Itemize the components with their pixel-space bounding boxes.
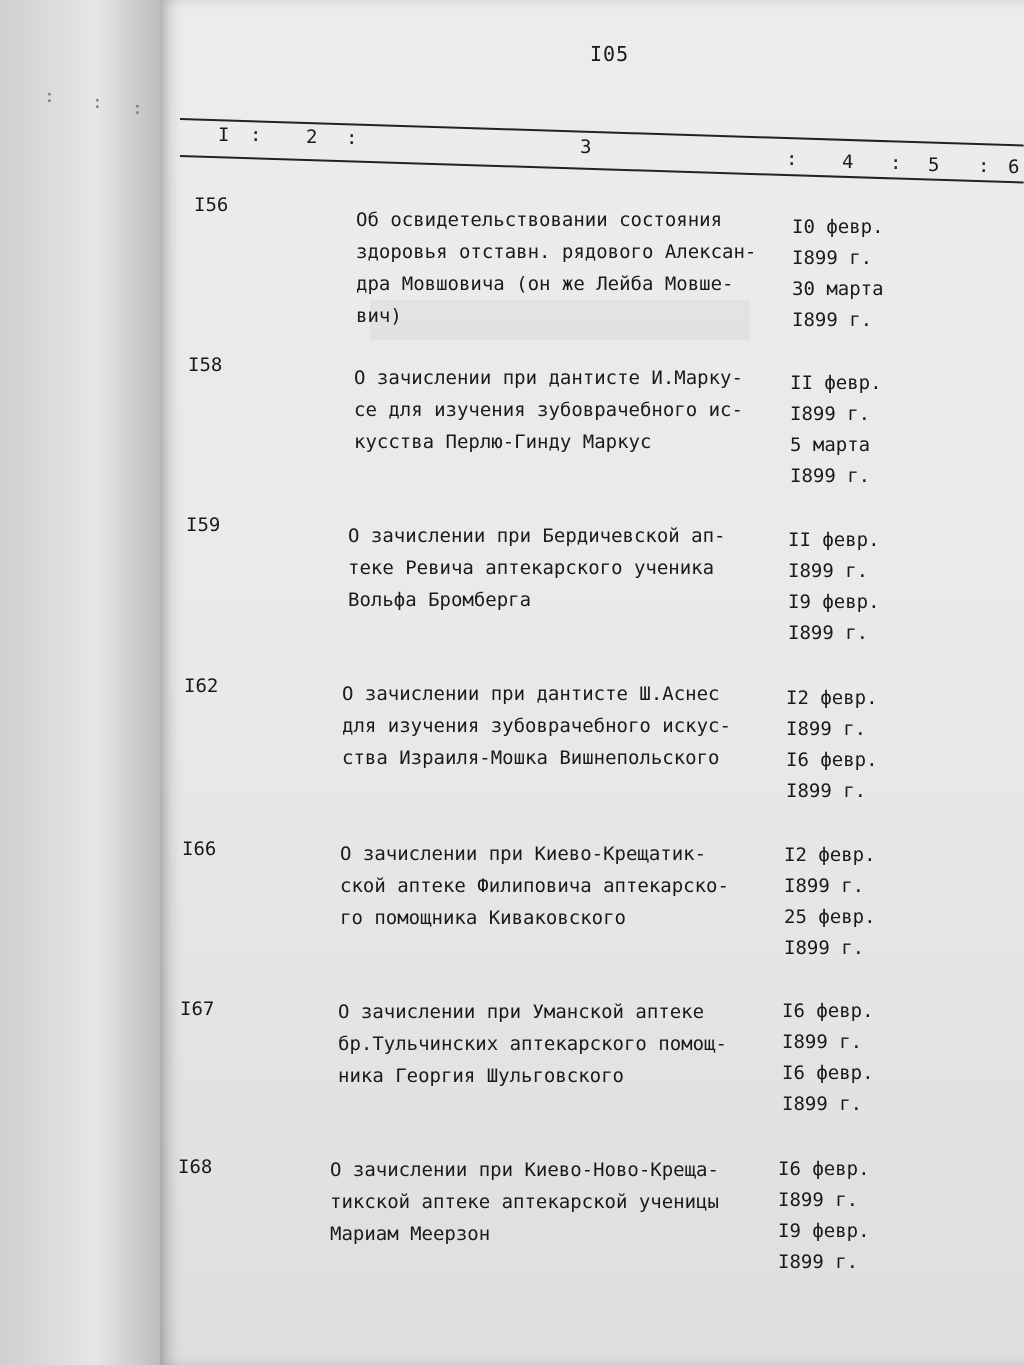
entry-text: О зачислении при Киево-Ново-Крещa- тикской аптеке аптекарской ученицы Мариам Меерзон [330,1159,719,1245]
entry-number: I58 [188,354,223,376]
column-header-2: 2 [306,126,318,148]
column-separator: : [978,155,990,177]
column-header-1: I [218,124,230,146]
entry-number: I66 [182,838,217,860]
entry-dates: II февр. I899 г. I9 февр. I899 г. [788,529,880,644]
entry-number: I56 [194,194,229,216]
facing-page-mark: : [92,92,103,113]
entry-text: О зачислении при дантисте И.Марку- се для изучения зубоврачебного ис- кусства Перлю-Гинду Маркус [354,367,743,453]
entry-text: О зачислении при дантисте Ш.Аснес для изучения зубоврачебного искус- ства Израиля-Мошка Вишнепольского [342,683,731,769]
column-separator: : [250,124,262,146]
entry-number: I59 [186,514,221,536]
entry-text: О зачислении при Бердичевской ап- теке Ревича аптекарского ученика Вольфа Бромберга [348,525,726,611]
entry-dates: II февр. I899 г. 5 марта I899 г. [790,372,882,487]
column-separator: : [786,148,798,170]
entry-dates: I2 февр. I899 г. 25 февр. I899 г. [784,844,876,959]
entry-dates: I6 февр. I899 г. I6 февр. I899 г. [782,1000,874,1115]
entry-number: I62 [184,675,219,697]
facing-page-mark: : [44,86,55,107]
entry-dates: I6 февр. I899 г. I9 февр. I899 г. [778,1158,870,1273]
column-header-5: 5 [928,154,940,176]
entry-text: Об освидетельствовании состояния здоровья отставн. рядового Алексан- дра Мовшовича (он же Лейба Мовше- вич) [356,209,757,327]
column-header-4: 4 [842,151,854,173]
entry-dates: I2 февр. I899 г. I6 февр. I899 г. [786,687,878,802]
entry-number: I68 [178,1156,213,1178]
column-header-3: 3 [580,136,592,158]
column-header-6: 6 [1008,156,1020,178]
entry-text: О зачислении при Уманской аптеке бр.Тульчинских аптекарского помощ- ника Георгия Шульговского [338,1001,727,1087]
facing-page [0,0,160,1365]
entry-number: I67 [180,998,215,1020]
page-number: I05 [590,42,630,66]
entry-dates: I0 февр. I899 г. 30 марта I899 г. [792,216,884,331]
column-separator: : [890,152,902,174]
facing-page-mark: : [132,98,143,119]
column-separator: : [346,127,358,149]
entry-text: О зачислении при Киево-Крещатик- ской аптеке Филиповича аптекарско- го помощника Киваковского [340,843,729,929]
